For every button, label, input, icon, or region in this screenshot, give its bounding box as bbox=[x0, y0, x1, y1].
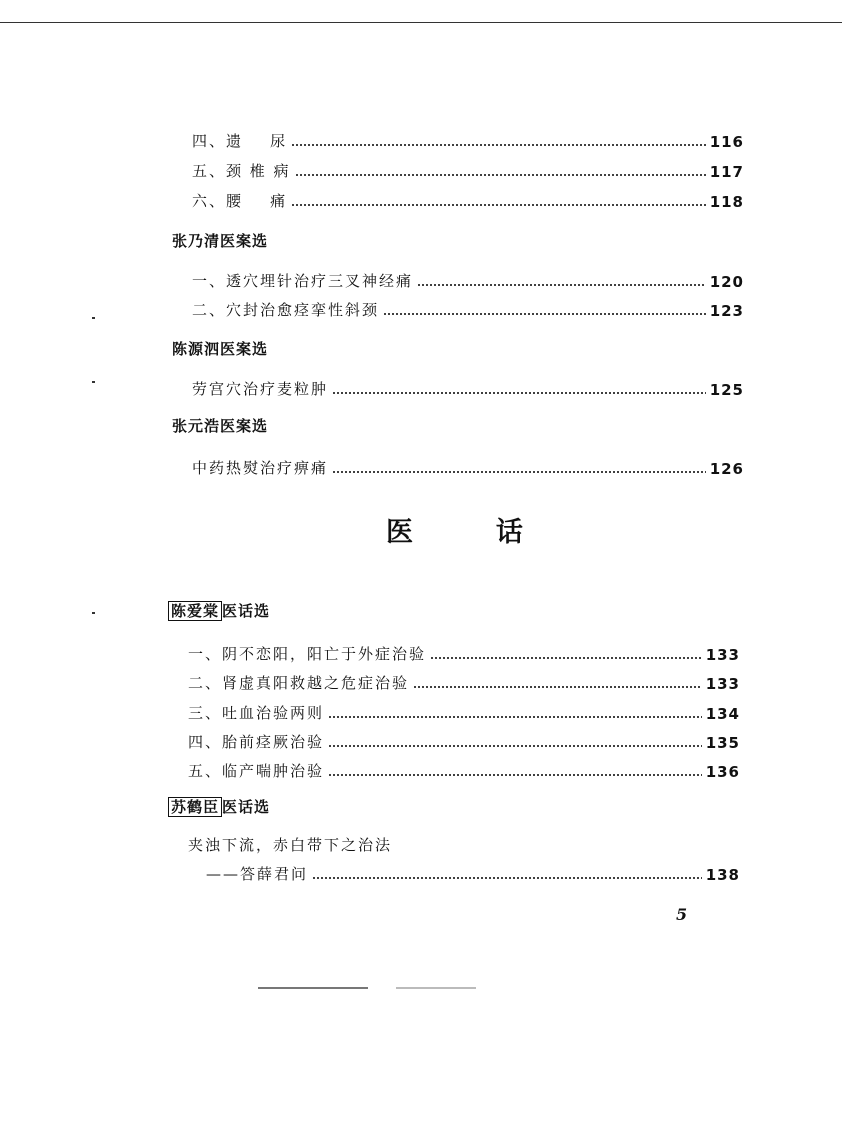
toc-leader-dots bbox=[328, 745, 702, 747]
margin-mark bbox=[92, 612, 95, 614]
toc-entry-title: 五、临产喘肿治验 bbox=[188, 762, 325, 780]
toc-leader-dots bbox=[328, 774, 702, 776]
toc-entry-page: 133 bbox=[705, 646, 740, 664]
toc-entry-title: 二、穴封治愈痉挛性斜颈 bbox=[192, 301, 380, 319]
section-heading-su-hechen bbox=[168, 796, 270, 817]
toc-entry-title: 四、胎前痉厥治验 bbox=[188, 733, 325, 751]
boxed-author-name: 苏鹤臣 bbox=[168, 797, 222, 817]
toc-entry-title: 一、透穴埋针治疗三叉神经痛 bbox=[192, 272, 414, 290]
toc-entry-page: 135 bbox=[705, 734, 740, 752]
toc-entry[interactable] bbox=[192, 155, 744, 181]
toc-entry-page: 117 bbox=[709, 163, 744, 181]
section-title-right: 话 bbox=[495, 517, 523, 548]
top-rule bbox=[0, 22, 842, 23]
section-title-left: 医 bbox=[386, 517, 413, 548]
toc-entry-page: 125 bbox=[709, 381, 744, 399]
toc-leader-dots bbox=[332, 471, 706, 473]
toc-entry-title: 三、吐血治验两则 bbox=[188, 704, 325, 722]
heading-suffix: 医话选 bbox=[222, 602, 271, 620]
toc-entry-page: 133 bbox=[705, 675, 740, 693]
toc-entry[interactable] bbox=[192, 265, 744, 291]
toc-entry[interactable] bbox=[192, 185, 744, 211]
toc-entry-page: 123 bbox=[709, 302, 744, 320]
toc-leader-dots bbox=[291, 204, 706, 206]
margin-mark bbox=[92, 317, 95, 319]
toc-entry-title: 劳宫穴治疗麦粒肿 bbox=[192, 380, 329, 398]
toc-entry[interactable] bbox=[188, 726, 740, 752]
toc-entry[interactable] bbox=[188, 755, 740, 781]
toc-entry-title: ——答薛君问 bbox=[206, 865, 309, 883]
toc-entry-page: 136 bbox=[705, 763, 740, 781]
toc-leader-dots bbox=[291, 144, 706, 146]
toc-leader-dots bbox=[417, 284, 706, 286]
toc-entry-page: 134 bbox=[705, 705, 740, 723]
toc-entry-page: 116 bbox=[709, 133, 744, 151]
toc-entry[interactable] bbox=[192, 294, 744, 320]
entry-subtitle: 夹浊下流，赤白带下之治法 bbox=[188, 836, 393, 854]
page-number: 5 bbox=[676, 905, 688, 924]
toc-leader-dots bbox=[413, 686, 702, 688]
toc-leader-dots bbox=[312, 877, 702, 879]
toc-entry[interactable] bbox=[192, 373, 744, 399]
toc-leader-dots bbox=[328, 716, 702, 718]
toc-entry[interactable] bbox=[192, 125, 744, 151]
toc-leader-dots bbox=[430, 657, 702, 659]
margin-mark bbox=[92, 381, 95, 383]
toc-entry-page: 120 bbox=[709, 273, 744, 291]
toc-leader-dots bbox=[332, 392, 706, 394]
toc-entry[interactable] bbox=[206, 858, 740, 884]
toc-entry-page: 138 bbox=[705, 866, 740, 884]
toc-entry-title: 中药热熨治疗痹痛 bbox=[192, 459, 329, 477]
toc-entry-page: 118 bbox=[709, 193, 744, 211]
toc-leader-dots bbox=[383, 313, 706, 315]
boxed-author-name: 陈爱棠 bbox=[168, 601, 222, 621]
toc-entry-title: 一、阴不恋阳，阳亡于外症治验 bbox=[188, 645, 427, 663]
toc-entry-title: 四、遗 尿 bbox=[192, 132, 288, 150]
toc-entry[interactable] bbox=[188, 697, 740, 723]
toc-entry-page: 126 bbox=[709, 460, 744, 478]
heading-suffix: 医话选 bbox=[222, 798, 271, 816]
section-heading-chen-yuansi: 陈源泗医案选 bbox=[172, 340, 269, 358]
scan-noise bbox=[396, 987, 476, 989]
toc-leader-dots bbox=[295, 174, 706, 176]
section-heading-zhang-yuanhao: 张元浩医案选 bbox=[172, 417, 269, 435]
scan-noise bbox=[258, 987, 368, 989]
section-title bbox=[386, 510, 523, 549]
toc-entry-title: 二、肾虚真阳救越之危症治验 bbox=[188, 674, 410, 692]
toc-entry[interactable] bbox=[188, 638, 740, 664]
section-heading-zhang-naiqing: 张乃清医案选 bbox=[172, 232, 269, 250]
section-heading-chen-aitang bbox=[168, 600, 270, 621]
toc-entry[interactable] bbox=[188, 667, 740, 693]
toc-entry-title: 六、腰 痛 bbox=[192, 192, 288, 210]
toc-entry[interactable] bbox=[192, 452, 744, 478]
toc-entry-title: 五、颈 椎 病 bbox=[192, 162, 291, 180]
